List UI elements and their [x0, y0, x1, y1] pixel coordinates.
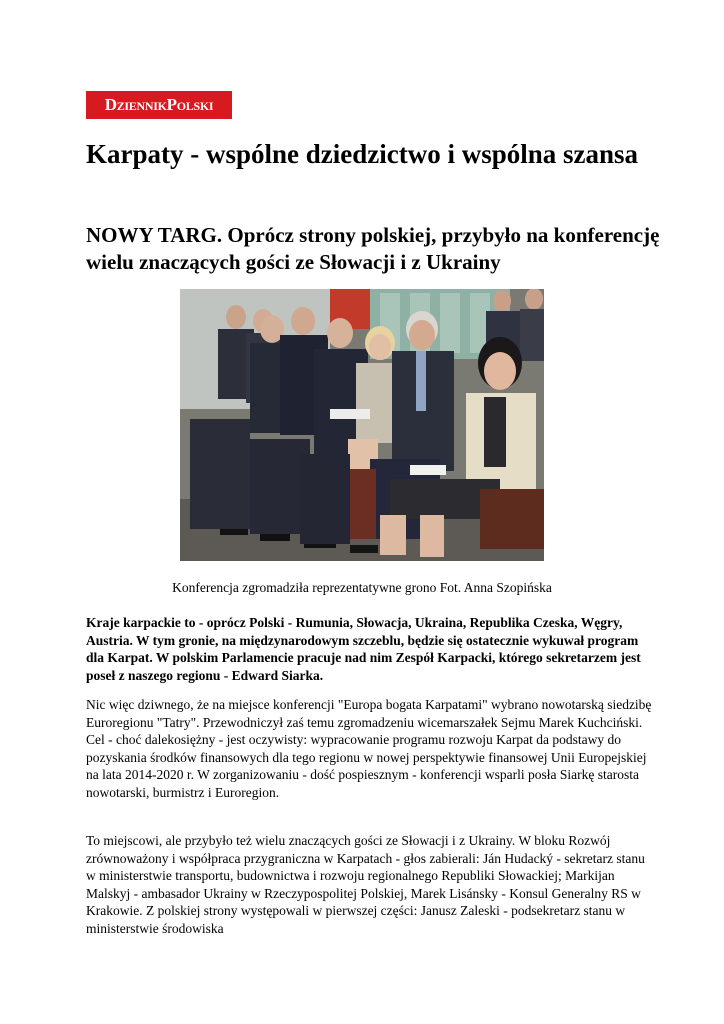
article-title: Karpaty - wspólne dziedzictwo i wspólna szansa: [86, 139, 639, 169]
article-paragraph: Nic więc dziwnego, że na miejsce konferencji "Europa bogata Karpatami" wybrano nowotarską siedzibę Euroregionu "Tatry". Przewodniczył zaś temu zgromadzeniu wicemarszałek Sejmu Marek Kuchciński. Cel - choć dalekosiężny - jest oczywisty: wypracowanie programu rozwoju Karpat da podstawy do pozyskania środków finansowych dla tego regionu w nowej perspektywie finansowej Unii Europejskiej na lata 2014-2020 r. W zorganizowaniu - dość pospiesznym - konferencji wsparli posła Siarkę starosta nowotarski, burmistrz i Euroregion.: [86, 697, 652, 800]
article-lead: Kraje karpackie to - oprócz Polski - Rumunia, Słowacja, Ukraina, Republika Czeska, Węgry, Austria. W tym gronie, na międzynarodowym szczeblu, będzie się ostatecznie wykuwał program dla Karpat. W polskim Parlamencie pracuje nad nim Zespół Karpacki, którego sekretarzem jest poseł z naszego regionu - Edward Siarka.: [86, 615, 641, 683]
conference-photo: [180, 289, 544, 561]
photo-caption: Konferencja zgromadziła reprezentatywne grono Fot. Anna Szopińska: [172, 580, 552, 595]
dziennik-polski-logo: [86, 91, 232, 119]
article-paragraph: To miejscowi, ale przybyło też wielu znaczących gości ze Słowacji i z Ukrainy. W bloku Rozwój zrównoważony i współpraca przygraniczna w Karpatach - głos zabierali: Ján Hudacký - sekretarz stanu w ministerstwie transportu, budownictwa i rozwoju regionalnego Republiki Słowackiej; Markijan Malskyj - ambasador Ukrainy w Rzeczypospolitej Polskiej, Marek Lisánsky - Konsul Generalny RS w Krakowie. Z polskiej strony występowali w pierwszej części: Janusz Zaleski - podsekretarz stanu w ministerstwie środowiska: [86, 833, 645, 936]
article-subtitle: NOWY TARG. Oprócz strony polskiej, przybyło na konferencję wielu znaczących gości ze Słowacji i z Ukrainy: [86, 223, 660, 274]
logo-text: DziennikPolski: [104, 95, 214, 114]
